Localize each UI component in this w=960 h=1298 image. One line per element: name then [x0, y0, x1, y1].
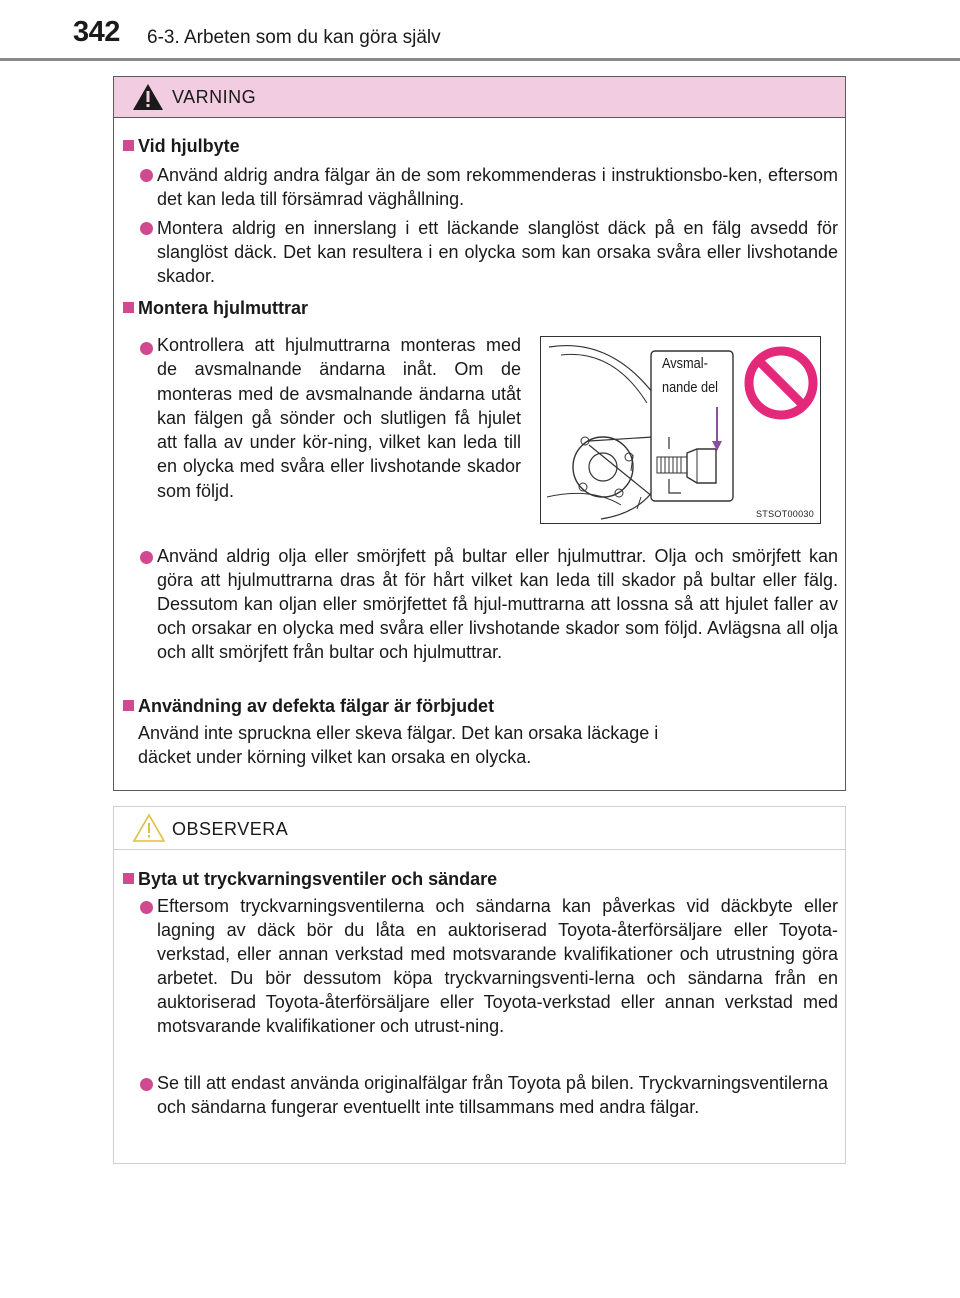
- bullet-dot: [140, 342, 153, 355]
- figure-callout-line2: nande del: [662, 379, 719, 396]
- notice-header: [114, 807, 845, 850]
- bullet-text: Kontrollera att hjulmuttrarna monteras med de avsmalnande ändarna inåt. Om de monteras med de avsmalnande ändarna utåt kan fälgen gå sönder och slutligen få hjulet att falla av under kör-ning, vilket kan leda till en olycka med svåra eller livshotande skador som följd.: [157, 335, 521, 501]
- bullet-dot: [140, 222, 153, 235]
- section-marker: [123, 700, 134, 711]
- section-heading: Byta ut tryckvarningsventiler och sändare: [138, 869, 498, 889]
- section-text: Använd inte spruckna eller skeva fälgar. Det kan orsaka läckage i däcket under körning vilket kan orsaka en olycka.: [138, 723, 659, 767]
- bullet-dot: [140, 901, 153, 914]
- notice-label: OBSERVERA: [172, 819, 289, 839]
- bullet-text: Eftersom tryckvarningsventilerna och sändarna kan påverkas vid däckbyte eller lagning av däck bör du låta en auktoriserad Toyota-återförsäljare eller Toyota-verkstad, eller annan verkstad med motsvarande kvalifikationer och utrustning göra arbetet. Du bör dessutom köpa tryckvarningsventi-lerna och sändarna från en auktoriserad Toyota-återförsäljare eller Toyota-verkstad eller annan verkstad med motsvarande kvalifikationer och utrust-ning.: [157, 896, 838, 1036]
- bullet-dot: [140, 169, 153, 182]
- bullet-dot: [140, 1078, 153, 1091]
- section-heading: Vid hjulbyte: [138, 136, 240, 156]
- section-marker: [123, 873, 134, 884]
- wheel-nut-figure: [540, 336, 821, 524]
- header-rule: [0, 58, 960, 61]
- bullet-text: Använd aldrig andra fälgar än de som rekommenderas i instruktionsbo-ken, eftersom det kan leda till försämrad väghållning.: [157, 165, 838, 209]
- section-title: 6-3. Arbeten som du kan göra själv: [147, 27, 441, 48]
- bullet-text: Använd aldrig olja eller smörjfett på bultar eller hjulmuttrar. Olja och smörjfett kan göra att hjulmuttrarna dras åt för hårt vilket kan leda till skador på bultar eller fälg. Dessutom kan oljan eller smörjfettet få hjul-muttrarna att lossna så att hjulet faller av och orsakar en olycka med svåra eller livshotande skador som följd. Avlägsna all olja och allt smörjfett från bultar och hjulmuttrar.: [157, 546, 838, 662]
- warning-header: [114, 77, 845, 118]
- bullet-text: Montera aldrig en innerslang i ett läckande slanglöst däck på en fälg avsedd för slanglöst däck. Det kan resultera i en olycka som kan orsaka svåra eller livshotande skador.: [157, 218, 838, 286]
- section-marker: [123, 302, 134, 313]
- figure-callout-line1: Avsmal-: [662, 355, 708, 372]
- warning-label: VARNING: [172, 87, 257, 107]
- page-header: [0, 0, 960, 60]
- page-number: 342: [73, 16, 120, 48]
- warning-triangle-icon: [132, 83, 164, 111]
- notice-box: [113, 806, 846, 1164]
- figure-code: STSOT00030: [755, 509, 814, 519]
- bullet-text: Se till att endast använda originalfälgar från Toyota på bilen. Tryckvarningsventilerna och sändarna fungerar eventuellt inte tillsammans med andra fälgar.: [157, 1073, 829, 1117]
- bullet-dot: [140, 551, 153, 564]
- section-heading: Användning av defekta fälgar är förbjudet: [138, 696, 495, 716]
- section-heading: Montera hjulmuttrar: [138, 298, 309, 318]
- notice-triangle-icon: [132, 813, 166, 843]
- section-marker: [123, 140, 134, 151]
